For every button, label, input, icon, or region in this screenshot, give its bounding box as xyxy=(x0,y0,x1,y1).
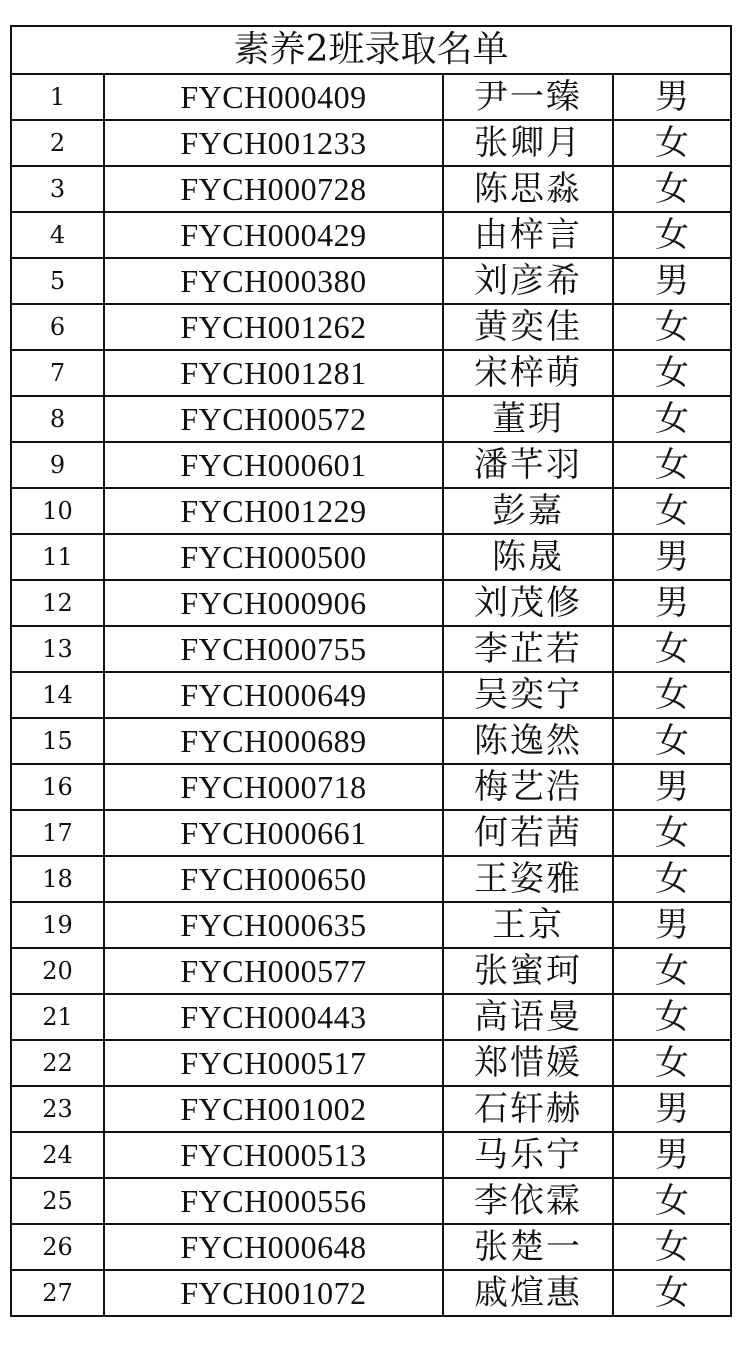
serial-number-cell: 8 xyxy=(11,396,104,442)
student-name-cell: 王京 xyxy=(443,902,613,948)
gender-cell: 女 xyxy=(613,718,731,764)
serial-number-cell: 20 xyxy=(11,948,104,994)
student-name-cell: 郑惜媛 xyxy=(443,1040,613,1086)
serial-number-cell: 16 xyxy=(11,764,104,810)
serial-number-cell: 4 xyxy=(11,212,104,258)
serial-number-cell: 12 xyxy=(11,580,104,626)
gender-cell: 女 xyxy=(613,626,731,672)
candidate-id-cell: FYCH001233 xyxy=(104,120,443,166)
table-row xyxy=(11,626,731,672)
table-row xyxy=(11,718,731,764)
candidate-id-cell: FYCH000517 xyxy=(104,1040,443,1086)
serial-number-cell: 9 xyxy=(11,442,104,488)
table-row xyxy=(11,902,731,948)
gender-cell: 男 xyxy=(613,902,731,948)
gender-cell: 女 xyxy=(613,1178,731,1224)
serial-number-cell: 11 xyxy=(11,534,104,580)
table-row xyxy=(11,488,731,534)
table-row xyxy=(11,580,731,626)
gender-cell: 男 xyxy=(613,258,731,304)
candidate-id-cell: FYCH001262 xyxy=(104,304,443,350)
student-name-cell: 刘茂修 xyxy=(443,580,613,626)
serial-number-cell: 6 xyxy=(11,304,104,350)
table-row xyxy=(11,258,731,304)
gender-cell: 女 xyxy=(613,1040,731,1086)
student-name-cell: 吴奕宁 xyxy=(443,672,613,718)
serial-number-cell: 22 xyxy=(11,1040,104,1086)
candidate-id-cell: FYCH000906 xyxy=(104,580,443,626)
admission-list-table xyxy=(10,25,732,1317)
gender-cell: 男 xyxy=(613,1086,731,1132)
student-name-cell: 尹一臻 xyxy=(443,74,613,120)
student-name-cell: 陈逸然 xyxy=(443,718,613,764)
serial-number-cell: 10 xyxy=(11,488,104,534)
table-row xyxy=(11,212,731,258)
candidate-id-cell: FYCH000556 xyxy=(104,1178,443,1224)
serial-number-cell: 18 xyxy=(11,856,104,902)
gender-cell: 男 xyxy=(613,764,731,810)
serial-number-cell: 5 xyxy=(11,258,104,304)
student-name-cell: 由梓言 xyxy=(443,212,613,258)
student-name-cell: 潘芊羽 xyxy=(443,442,613,488)
student-name-cell: 马乐宁 xyxy=(443,1132,613,1178)
gender-cell: 女 xyxy=(613,1270,731,1316)
table-row xyxy=(11,764,731,810)
candidate-id-cell: FYCH001281 xyxy=(104,350,443,396)
gender-cell: 女 xyxy=(613,442,731,488)
table-row xyxy=(11,74,731,120)
admission-list-body xyxy=(11,26,731,1316)
table-row xyxy=(11,672,731,718)
candidate-id-cell: FYCH000601 xyxy=(104,442,443,488)
candidate-id-cell: FYCH000755 xyxy=(104,626,443,672)
table-row xyxy=(11,442,731,488)
gender-cell: 男 xyxy=(613,1132,731,1178)
serial-number-cell: 25 xyxy=(11,1178,104,1224)
student-name-cell: 高语曼 xyxy=(443,994,613,1040)
serial-number-cell: 13 xyxy=(11,626,104,672)
student-name-cell: 宋梓萌 xyxy=(443,350,613,396)
student-name-cell: 张卿月 xyxy=(443,120,613,166)
candidate-id-cell: FYCH001229 xyxy=(104,488,443,534)
student-name-cell: 戚煊惠 xyxy=(443,1270,613,1316)
gender-cell: 女 xyxy=(613,1224,731,1270)
table-row xyxy=(11,396,731,442)
gender-cell: 男 xyxy=(613,74,731,120)
student-name-cell: 刘彦希 xyxy=(443,258,613,304)
student-name-cell: 李依霖 xyxy=(443,1178,613,1224)
serial-number-cell: 15 xyxy=(11,718,104,764)
sheet-title: 素养2班录取名单 xyxy=(11,26,731,74)
serial-number-cell: 14 xyxy=(11,672,104,718)
table-row xyxy=(11,534,731,580)
table-row xyxy=(11,120,731,166)
table-row xyxy=(11,994,731,1040)
candidate-id-cell: FYCH000380 xyxy=(104,258,443,304)
student-name-cell: 李芷若 xyxy=(443,626,613,672)
table-row xyxy=(11,856,731,902)
gender-cell: 女 xyxy=(613,350,731,396)
candidate-id-cell: FYCH000577 xyxy=(104,948,443,994)
student-name-cell: 黄奕佳 xyxy=(443,304,613,350)
student-name-cell: 石轩赫 xyxy=(443,1086,613,1132)
table-row xyxy=(11,1086,731,1132)
serial-number-cell: 23 xyxy=(11,1086,104,1132)
candidate-id-cell: FYCH000728 xyxy=(104,166,443,212)
serial-number-cell: 27 xyxy=(11,1270,104,1316)
table-row xyxy=(11,166,731,212)
gender-cell: 女 xyxy=(613,994,731,1040)
student-name-cell: 陈思淼 xyxy=(443,166,613,212)
gender-cell: 女 xyxy=(613,948,731,994)
student-name-cell: 彭嘉 xyxy=(443,488,613,534)
gender-cell: 女 xyxy=(613,396,731,442)
gender-cell: 女 xyxy=(613,212,731,258)
candidate-id-cell: FYCH000500 xyxy=(104,534,443,580)
gender-cell: 男 xyxy=(613,534,731,580)
table-row xyxy=(11,810,731,856)
candidate-id-cell: FYCH000572 xyxy=(104,396,443,442)
gender-cell: 女 xyxy=(613,304,731,350)
student-name-cell: 张楚一 xyxy=(443,1224,613,1270)
student-name-cell: 张蜜珂 xyxy=(443,948,613,994)
gender-cell: 女 xyxy=(613,166,731,212)
gender-cell: 女 xyxy=(613,672,731,718)
serial-number-cell: 17 xyxy=(11,810,104,856)
serial-number-cell: 2 xyxy=(11,120,104,166)
student-name-cell: 陈晟 xyxy=(443,534,613,580)
gender-cell: 男 xyxy=(613,580,731,626)
table-row xyxy=(11,1270,731,1316)
serial-number-cell: 1 xyxy=(11,74,104,120)
table-row xyxy=(11,1178,731,1224)
serial-number-cell: 24 xyxy=(11,1132,104,1178)
candidate-id-cell: FYCH000718 xyxy=(104,764,443,810)
table-row xyxy=(11,304,731,350)
title-row xyxy=(11,26,731,74)
candidate-id-cell: FYCH001002 xyxy=(104,1086,443,1132)
table-row xyxy=(11,1040,731,1086)
student-name-cell: 董玥 xyxy=(443,396,613,442)
student-name-cell: 何若茜 xyxy=(443,810,613,856)
candidate-id-cell: FYCH000409 xyxy=(104,74,443,120)
table-row xyxy=(11,948,731,994)
table-row xyxy=(11,1132,731,1178)
table-row xyxy=(11,350,731,396)
serial-number-cell: 26 xyxy=(11,1224,104,1270)
gender-cell: 女 xyxy=(613,856,731,902)
serial-number-cell: 7 xyxy=(11,350,104,396)
table-row xyxy=(11,1224,731,1270)
candidate-id-cell: FYCH000513 xyxy=(104,1132,443,1178)
serial-number-cell: 21 xyxy=(11,994,104,1040)
gender-cell: 女 xyxy=(613,488,731,534)
candidate-id-cell: FYCH000661 xyxy=(104,810,443,856)
candidate-id-cell: FYCH000689 xyxy=(104,718,443,764)
candidate-id-cell: FYCH000649 xyxy=(104,672,443,718)
gender-cell: 女 xyxy=(613,120,731,166)
candidate-id-cell: FYCH001072 xyxy=(104,1270,443,1316)
serial-number-cell: 19 xyxy=(11,902,104,948)
gender-cell: 女 xyxy=(613,810,731,856)
serial-number-cell: 3 xyxy=(11,166,104,212)
admission-list-sheet xyxy=(10,25,730,1317)
student-name-cell: 王姿雅 xyxy=(443,856,613,902)
candidate-id-cell: FYCH000635 xyxy=(104,902,443,948)
student-name-cell: 梅艺浩 xyxy=(443,764,613,810)
candidate-id-cell: FYCH000648 xyxy=(104,1224,443,1270)
candidate-id-cell: FYCH000429 xyxy=(104,212,443,258)
candidate-id-cell: FYCH000443 xyxy=(104,994,443,1040)
candidate-id-cell: FYCH000650 xyxy=(104,856,443,902)
